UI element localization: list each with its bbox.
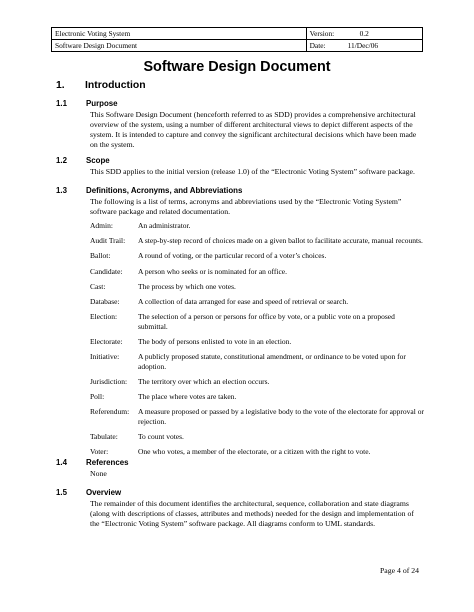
term-definition: A round of voting, or the particular record of a voter’s choices.: [138, 251, 327, 261]
definition-item: [90, 312, 426, 331]
term-label: Electorate:: [90, 336, 123, 346]
definition-item: [90, 432, 426, 442]
section-1-5-heading: [56, 488, 121, 497]
definitions-list: [90, 221, 426, 462]
term-definition: An administrator.: [138, 221, 191, 230]
date-value: 11/Dec/06: [347, 41, 379, 50]
section-number: 1.4: [56, 458, 67, 467]
term-label: Jurisdiction:: [90, 376, 128, 386]
definition-item: [90, 221, 426, 231]
section-title: Scope: [86, 156, 110, 165]
section-number: 1.: [56, 80, 65, 91]
definition-item: [90, 236, 426, 246]
definition-item: [90, 352, 426, 371]
section-1-4-heading: [56, 458, 129, 467]
term-label: Admin:: [90, 221, 113, 230]
section-title: Definitions, Acronyms, and Abbreviations: [86, 186, 243, 195]
header-version: [306, 28, 422, 40]
term-definition: A measure proposed or passed by a legislative body to the vote of the electorate for approval or rejection.: [138, 407, 424, 426]
definition-item: [90, 447, 426, 457]
section-number: 1.5: [56, 488, 67, 497]
references-paragraph: None: [90, 469, 107, 478]
page-title: Software Design Document: [143, 59, 331, 75]
term-label: Database:: [90, 296, 120, 306]
header-system-name: Electronic Voting System: [52, 28, 307, 40]
definitions-intro-paragraph: The following is a list of terms, acronyms and abbreviations used by the “Electronic Voting System” software package and related documentation.: [90, 197, 402, 216]
section-number: 1.2: [56, 156, 67, 165]
term-label: Poll:: [90, 392, 105, 402]
term-definition: A collection of data arranged for ease and speed of retrieval or search.: [138, 296, 349, 306]
term-label: Voter:: [90, 447, 109, 457]
definition-item: [90, 377, 426, 387]
term-definition: A step-by-step record of choices made on a given ballot to facilitate accurate, manual recounts.: [138, 236, 423, 246]
definition-item: [90, 267, 426, 277]
term-definition: The selection of a person or persons for office by vote, or a public vote on a proposed submittal.: [138, 312, 395, 331]
definition-item: [90, 282, 426, 292]
section-1-heading: [56, 80, 146, 91]
version-label: Version:: [309, 29, 335, 38]
version-value: 0.2: [359, 29, 369, 38]
document-header-table: [51, 27, 423, 52]
term-label: Referendum:: [90, 407, 130, 417]
definition-item: [90, 337, 426, 347]
term-definition: A person who seeks or is nominated for an office.: [138, 266, 287, 276]
term-definition: One who votes, a member of the electorate, or a citizen with the right to vote.: [138, 447, 371, 457]
scope-paragraph: This SDD applies to the initial version (release 1.0) of the “Electronic Voting System” software package.: [90, 167, 415, 176]
section-title: Purpose: [86, 99, 118, 108]
term-definition: To count votes.: [138, 432, 184, 442]
term-label: Tabulate:: [90, 432, 118, 442]
term-label: Audit Trail:: [90, 236, 126, 246]
term-label: Cast:: [90, 281, 106, 291]
definition-item: [90, 251, 426, 261]
definition-item: [90, 297, 426, 307]
term-definition: A publicly proposed statute, constitutional amendment, or ordinance to be voted upon for adoption.: [138, 352, 406, 371]
section-1-2-heading: [56, 156, 110, 165]
term-label: Initiative:: [90, 352, 120, 362]
term-label: Election:: [90, 312, 118, 322]
section-title: Overview: [86, 488, 122, 497]
definition-item: [90, 407, 426, 426]
section-number: 1.3: [56, 186, 67, 195]
section-title: References: [86, 458, 129, 467]
page-number: Page 4 of 24: [380, 566, 419, 575]
term-label: Candidate:: [90, 266, 123, 276]
header-document-name: Software Design Document: [52, 40, 307, 52]
section-number: 1.1: [56, 99, 67, 108]
purpose-paragraph: This Software Design Document (henceforth referred to as SDD) provides a comprehensive architectural overview of the system, using a number of different architectural views to depict different aspects of the system. It is intended to capture and convey the significant architectural decisions which have been made on the system.: [90, 110, 417, 149]
term-definition: The territory over which an election occurs.: [138, 376, 270, 386]
section-title: Introduction: [85, 80, 146, 91]
section-1-3-heading: [56, 186, 242, 195]
date-label: Date:: [309, 41, 326, 50]
term-definition: The body of persons enlisted to vote in an election.: [138, 336, 292, 346]
term-definition: The place where votes are taken.: [138, 392, 237, 402]
overview-paragraph: The remainder of this document identifies the architectural, sequence, collaboration and state diagrams (along with descriptions of classes, attributes and methods) needed for the design and implementation of the “Electronic Voting System” software package. All diagrams conform to UML standards.: [90, 499, 414, 528]
header-date: [306, 40, 422, 52]
term-label: Ballot:: [90, 251, 111, 261]
term-definition: The process by which one votes.: [138, 281, 236, 291]
section-1-1-heading: [56, 99, 118, 108]
definition-item: [90, 392, 426, 402]
